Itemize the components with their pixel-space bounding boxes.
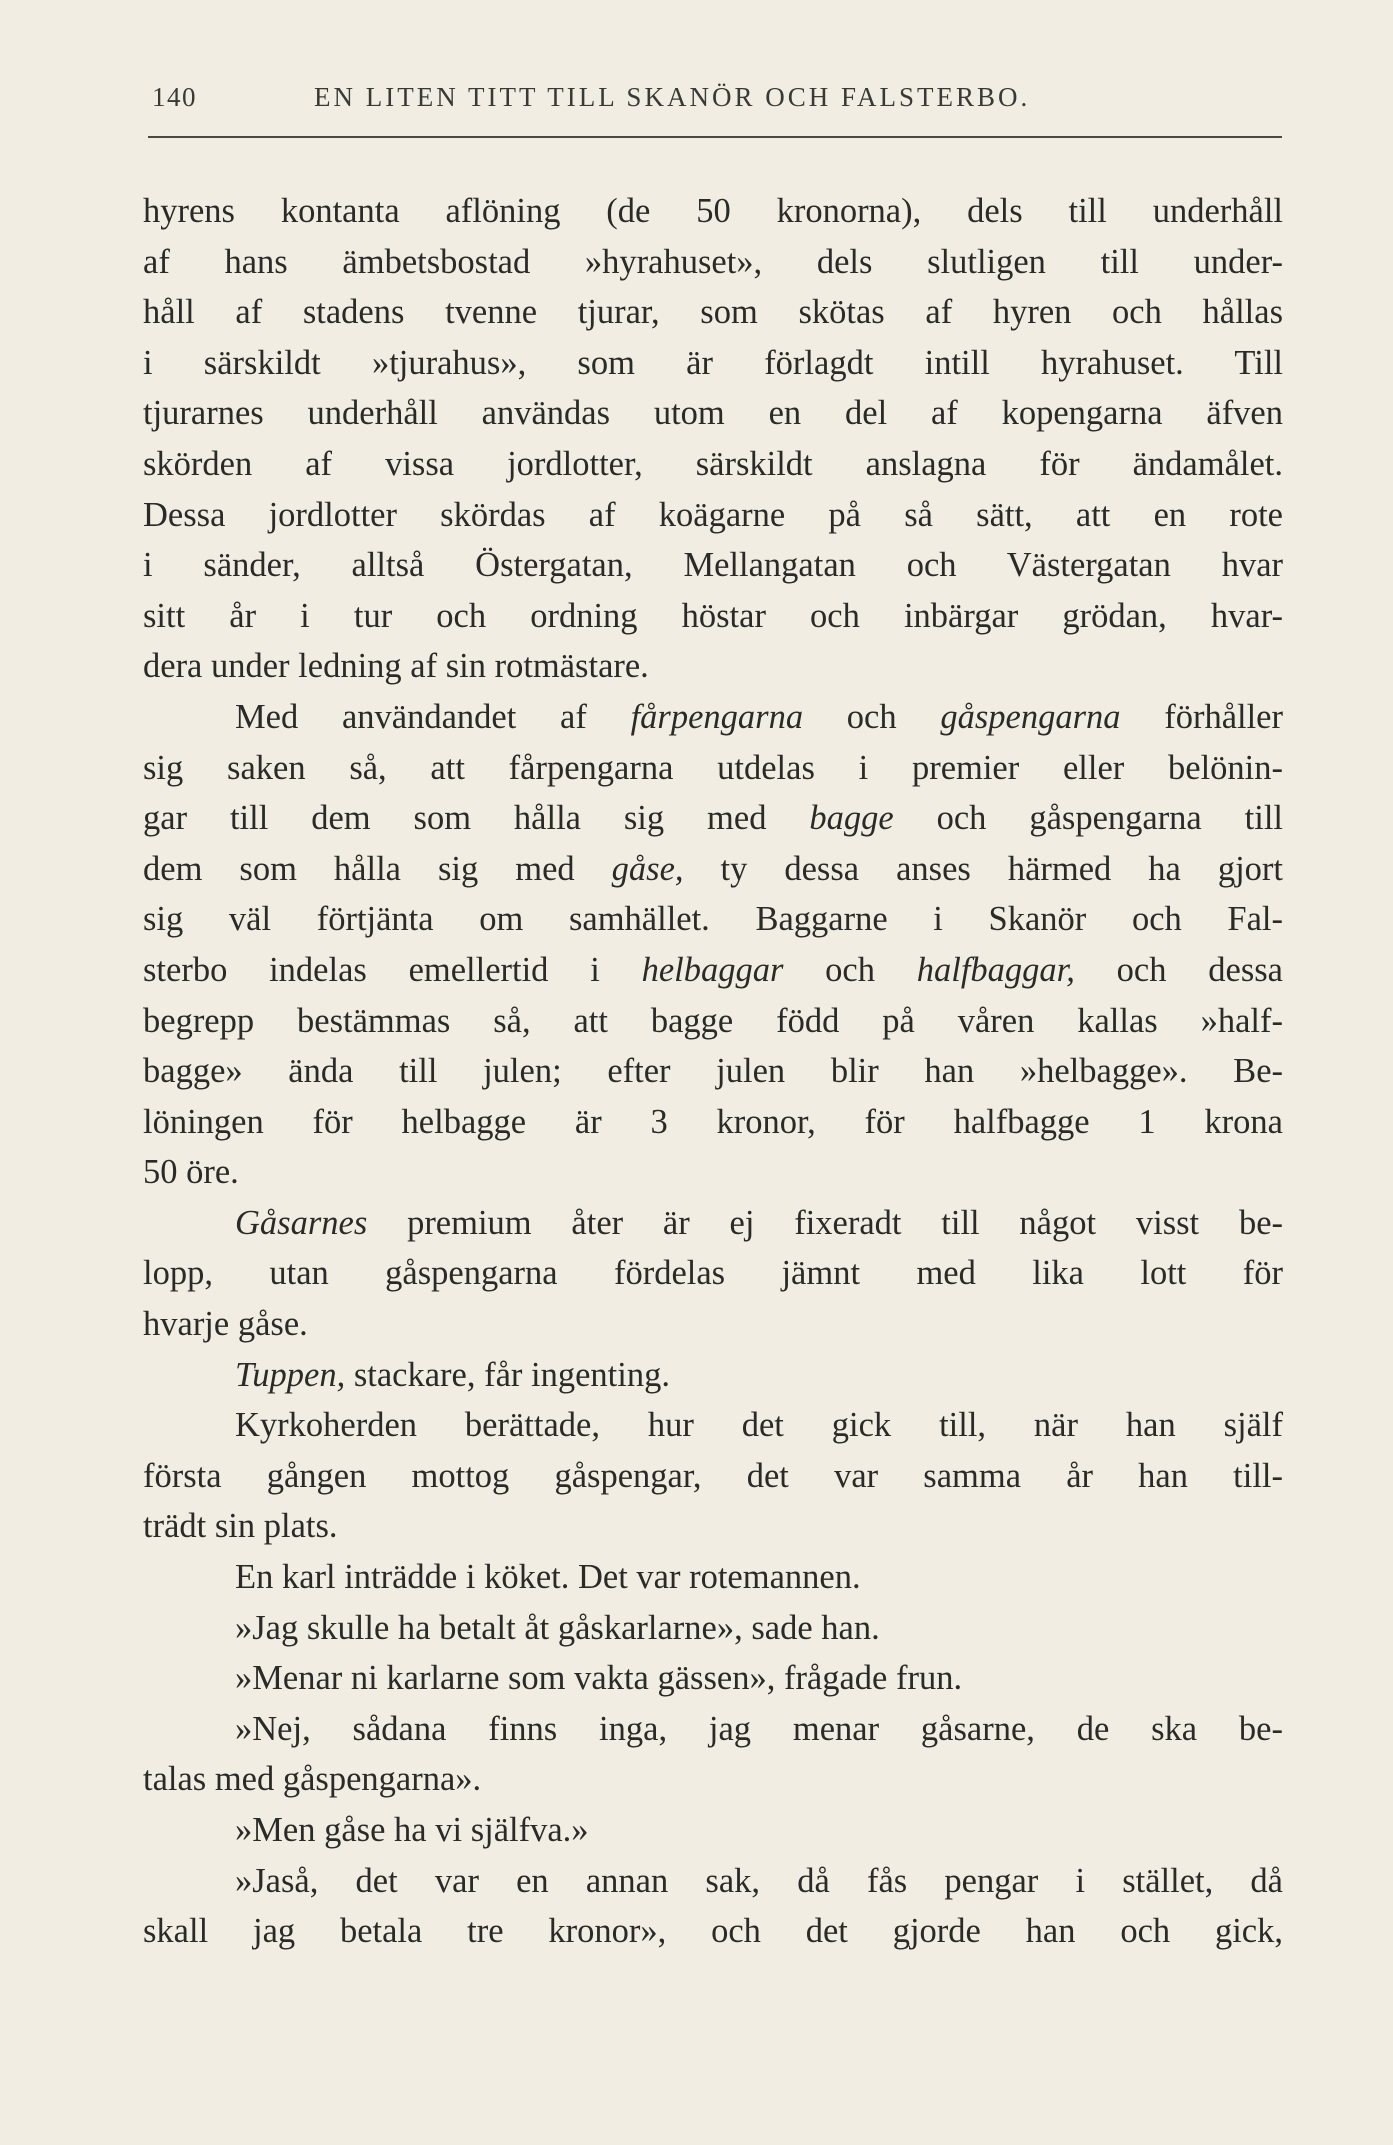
text-line	[143, 1248, 1283, 1299]
text-run: premium åter är ej fixeradt till något visst be-	[367, 1203, 1283, 1242]
text-run: sig väl förtjänta om samhället. Baggarne i Skanör och Fal-	[143, 900, 1283, 939]
text-run: gar till dem som hålla sig med	[143, 799, 810, 838]
italic-term: fårpengarna	[630, 697, 804, 736]
text-run: sitt år i tur och ordning höstar och inbärgar grödan, hvar-	[143, 596, 1283, 635]
text-line	[143, 1350, 1283, 1401]
text-run: trädt sin plats.	[143, 1507, 338, 1546]
text-run: »Men gåse ha vi själfva.»	[235, 1811, 589, 1849]
text-line	[143, 186, 1283, 237]
text-line	[143, 1400, 1283, 1451]
text-run: Kyrkoherden berättade, hur det gick till, när han själf	[235, 1406, 1283, 1445]
italic-term: gåse,	[611, 849, 684, 888]
text-line	[143, 1299, 1283, 1350]
text-line	[143, 844, 1283, 895]
text-line	[143, 996, 1283, 1047]
page-number: 140	[152, 82, 197, 112]
text-run: sig saken så, att fårpengarna utdelas i premier eller belönin-	[143, 748, 1283, 787]
text-run: förhåller	[1120, 697, 1283, 736]
text-run: hvarje gåse.	[143, 1305, 308, 1344]
text-run: och dessa	[1074, 950, 1283, 989]
text-line	[143, 945, 1283, 996]
text-run: »Jag skulle ha betalt åt gåskarlarne», sade han.	[235, 1608, 880, 1647]
text-run: stackare, får ingenting.	[345, 1355, 670, 1394]
text-line	[143, 1198, 1283, 1249]
text-run: 50 öre.	[143, 1153, 239, 1192]
text-run: första gången mottog gåspengar, det var samma år han till-	[143, 1456, 1283, 1495]
italic-term: gåspengarna	[940, 697, 1121, 736]
text-run: skall jag betala tre kronor», och det gjorde han och gick,	[143, 1912, 1283, 1951]
text-run: sterbo indelas emellertid i	[143, 950, 642, 989]
text-run: och	[803, 697, 941, 736]
text-line	[143, 1147, 1283, 1198]
italic-term: Tuppen,	[235, 1355, 346, 1394]
text-run: af hans ämbetsbostad »hyrahuset», dels slutligen till under-	[143, 242, 1283, 281]
text-line	[143, 641, 1283, 692]
header-rule	[148, 136, 1282, 138]
text-run: »Menar ni karlarne som vakta gässen», frågade frun.	[235, 1659, 963, 1698]
text-line	[143, 1603, 1283, 1654]
text-run: »Nej, sådana finns inga, jag menar gåsarne, de ska be-	[235, 1709, 1283, 1748]
body-text	[143, 186, 1283, 1957]
text-run: En karl inträdde i köket. Det var rotemannen.	[235, 1558, 861, 1597]
text-run: ty dessa anses härmed ha gjort	[683, 849, 1283, 888]
text-line	[143, 1552, 1283, 1603]
text-run: löningen för helbagge är 3 kronor, för halfbagge 1 krona	[143, 1102, 1283, 1141]
text-run: begrepp bestämmas så, att bagge född på våren kallas »half-	[143, 1001, 1283, 1040]
running-head-title: EN LITEN TITT TILL SKANÖR OCH FALSTERBO.	[314, 82, 1031, 112]
text-line	[143, 540, 1283, 591]
text-run: hyrens kontanta aflöning (de 50 kronorna), dels till underhåll	[143, 192, 1283, 230]
text-run: Dessa jordlotter skördas af koägarne på så sätt, att en rote	[143, 495, 1283, 534]
text-run: skörden af vissa jordlotter, särskildt anslagna för ändamålet.	[143, 444, 1283, 483]
text-run: bagge» ända till julen; efter julen blir han »helbagge». Be-	[143, 1052, 1283, 1091]
italic-term: halfbaggar,	[916, 950, 1075, 989]
text-line	[143, 1097, 1283, 1148]
text-run: håll af stadens tvenne tjurar, som skötas af hyren och hållas	[143, 293, 1283, 332]
text-line	[143, 237, 1283, 288]
text-line	[143, 439, 1283, 490]
text-line	[143, 1653, 1283, 1704]
text-run: och	[783, 950, 917, 989]
italic-term: helbaggar	[641, 950, 784, 989]
italic-term: bagge	[809, 799, 894, 838]
text-run: i sänder, alltså Östergatan, Mellangatan och Västergatan hvar	[143, 546, 1283, 585]
text-run: tjurarnes underhåll användas utom en del af kopengarna äfven	[143, 394, 1283, 433]
text-line	[143, 591, 1283, 642]
text-line	[143, 1451, 1283, 1502]
text-run: talas med gåspengarna».	[143, 1760, 482, 1799]
text-run: Med användandet af	[235, 697, 631, 736]
text-run: och gåspengarna till	[893, 799, 1283, 838]
text-line	[143, 894, 1283, 945]
text-line	[143, 793, 1283, 844]
text-line	[143, 490, 1283, 541]
text-line	[143, 1906, 1283, 1957]
italic-term: Gåsarnes	[235, 1203, 368, 1242]
text-line	[143, 743, 1283, 794]
text-run: »Jaså, det var en annan sak, då fås pengar i stället, då	[235, 1861, 1283, 1900]
text-run: lopp, utan gåspengarna fördelas jämnt med lika lott för	[143, 1254, 1283, 1293]
text-line	[143, 338, 1283, 389]
text-line	[143, 1856, 1283, 1907]
text-line	[143, 388, 1283, 439]
text-line	[143, 287, 1283, 338]
text-line	[143, 1704, 1283, 1755]
text-run: dera under ledning af sin rotmästare.	[143, 647, 649, 686]
text-line	[143, 1805, 1283, 1856]
text-line	[143, 692, 1283, 743]
text-run: i särskildt »tjurahus», som är förlagdt intill hyrahuset. Till	[143, 343, 1283, 382]
text-line	[143, 1046, 1283, 1097]
text-line	[143, 1754, 1283, 1805]
text-line	[143, 1501, 1283, 1552]
text-run: dem som hålla sig med	[143, 849, 612, 888]
